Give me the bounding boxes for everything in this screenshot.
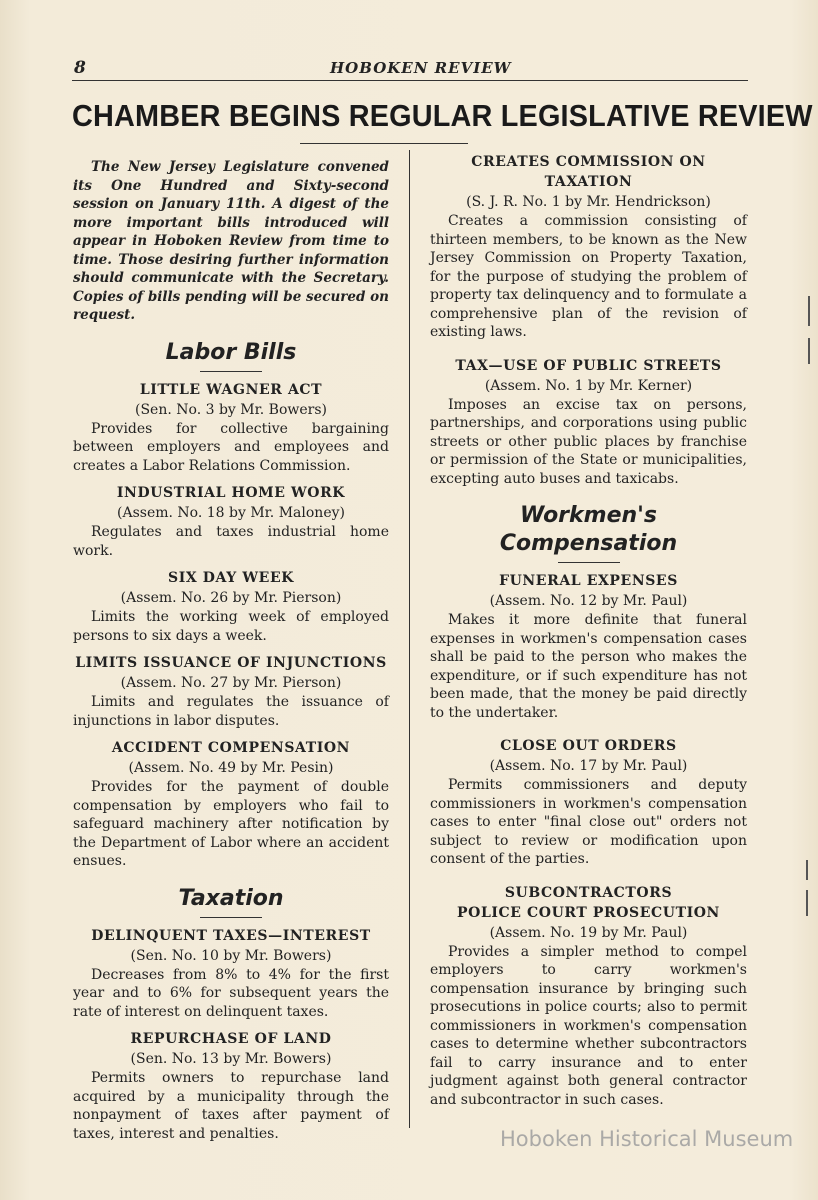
section-title: Taxation <box>178 885 284 911</box>
bill-description: Provides for the payment of double compensation by employers who fail to safeguard machinery after notification by the Department of Labor where an accident ensues. <box>73 779 389 869</box>
bill-description: Permits owners to repurchase land acquired by a municipality through the nonpayment of taxes after payment of taxes, interest and penalties. <box>73 1070 389 1142</box>
bill-item <box>430 356 747 489</box>
left-column <box>73 152 389 1151</box>
bill-item <box>73 568 389 645</box>
right-column <box>430 152 747 1117</box>
bill-item <box>73 483 389 560</box>
bill-sponsor: (Assem. No. 1 by Mr. Kerner) <box>484 377 693 394</box>
bill-sponsor: (Assem. No. 12 by Mr. Paul) <box>489 593 688 609</box>
bill-title: INDUSTRIAL HOME WORK <box>116 485 346 501</box>
scan-mark <box>808 338 810 364</box>
bill-description: Limits and regulates the issuance of injunctions in labor disputes. <box>73 694 389 729</box>
headline-rule <box>300 143 468 144</box>
bill-item <box>430 736 747 869</box>
section-title: Workmen's Compensation <box>499 503 678 556</box>
bill-description: Decreases from 8% to 4% for the first year and to 6% for subsequent years the rate of interest on delinquent taxes. <box>73 966 389 1020</box>
bill-description: Creates a commission consisting of thirteen members, to be known as the New Jersey Commission on Property Taxation, for the purpose of studying the problem of property tax delinquency and to formulate a comprehensive plan of the revision of existing laws. <box>430 213 747 340</box>
intro-paragraph: The New Jersey Legislature convened its One Hundred and Sixty-second session on January 11th. A digest of the more important bills introduced will appear in Hoboken Review from time to time. Those desiring further information should communicate with the Secretary. Copies of bills pending will be secured on request. <box>73 159 389 323</box>
watermark: Hoboken Historical Museum <box>500 1127 794 1151</box>
section-labor-bills <box>73 339 389 871</box>
bill-title: FUNERAL EXPENSES <box>499 573 678 589</box>
bill-sponsor: (S. J. R. No. 1 by Mr. Hendrickson) <box>466 194 711 210</box>
bill-sponsor: (Assem. No. 49 by Mr. Pesin) <box>128 760 334 776</box>
scan-mark <box>808 296 810 326</box>
section-rule <box>558 562 620 563</box>
bill-title: SIX DAY WEEK <box>167 570 294 586</box>
bill-title-line-2: POLICE COURT PROSECUTION <box>457 904 720 921</box>
bill-sponsor: (Sen. No. 10 by Mr. Bowers) <box>130 947 332 964</box>
bill-sponsor: (Sen. No. 13 by Mr. Bowers) <box>130 1051 332 1067</box>
section-rule <box>200 371 262 372</box>
bill-title: TAX—USE OF PUBLIC STREETS <box>455 357 722 374</box>
page-header <box>72 58 748 81</box>
running-head: HOBOKEN REVIEW <box>330 59 512 77</box>
bill-title: ACCIDENT COMPENSATION <box>111 740 351 756</box>
bill-item <box>73 1029 389 1143</box>
bill-sponsor: (Sen. No. 3 by Mr. Bowers) <box>135 401 327 418</box>
bill-title: CLOSE OUT ORDERS <box>500 738 677 754</box>
section-workmens-compensation <box>430 502 747 1109</box>
section-title: Labor Bills <box>165 339 297 365</box>
bill-item <box>73 653 389 730</box>
bill-sponsor: (Assem. No. 18 by Mr. Maloney) <box>117 505 345 521</box>
bill-title: SUBCONTRACTORS <box>504 884 673 901</box>
bill-description: Makes it more definite that funeral expenses in workmen's compensation cases shall be paid to the person who makes the expenditure, or if such expenditure has not been made, that the money be paid directly to the undertaker. <box>430 612 747 721</box>
bill-item <box>430 883 747 1110</box>
section-taxation <box>73 885 389 1144</box>
bill-title: DELINQUENT TAXES—INTEREST <box>91 927 371 944</box>
bill-item <box>430 152 747 342</box>
bill-description: Provides for collective bargaining between employers and employees and creates a Labor Relations Commission. <box>73 420 389 474</box>
page-number: 8 <box>74 58 86 78</box>
bill-description: Provides a simpler method to compel employers to carry workmen's compensation insurance by bringing such prosecutions in police courts; also to permit commissioners in workmen's compensation cases to determine whether subcontractors fail to carry insurance and to enter judgment against both general contractor and subcontractor in such cases. <box>430 943 747 1108</box>
bill-title: CREATES COMMISSION ON TAXATION <box>471 154 706 190</box>
bill-title: LIMITS ISSUANCE OF INJUNCTIONS <box>75 655 387 671</box>
bill-sponsor: (Assem. No. 26 by Mr. Pierson) <box>120 590 342 606</box>
bill-title: REPURCHASE OF LAND <box>130 1031 332 1047</box>
headline: CHAMBER BEGINS REGULAR LEGISLATIVE REVIEW <box>72 98 813 133</box>
bill-description: Permits commissioners and deputy commissioners in workmen's compensation cases to enter "final close out" orders not subject to review or modification upon consent of the parties. <box>430 777 747 867</box>
bill-item <box>73 380 389 476</box>
bill-description: Limits the working week of employed persons to six days a week. <box>73 609 389 644</box>
scan-mark <box>806 890 808 916</box>
bill-sponsor: (Assem. No. 19 by Mr. Paul) <box>489 924 688 941</box>
bill-sponsor: (Assem. No. 27 by Mr. Pierson) <box>120 675 342 691</box>
bill-description: Regulates and taxes industrial home work. <box>73 524 389 559</box>
bill-item <box>430 571 747 722</box>
column-divider <box>409 150 410 1128</box>
scan-mark <box>806 860 808 880</box>
bill-description: Imposes an excise tax on persons, partnerships, and corporations using public streets or other public places by franchise or permission of the State or municipalities, excepting auto buses and taxicabs. <box>430 396 747 487</box>
bill-item <box>73 738 389 871</box>
bill-item <box>73 926 389 1022</box>
bill-sponsor: (Assem. No. 17 by Mr. Paul) <box>489 758 688 774</box>
bill-title: LITTLE WAGNER ACT <box>139 381 323 398</box>
section-rule <box>200 917 262 918</box>
